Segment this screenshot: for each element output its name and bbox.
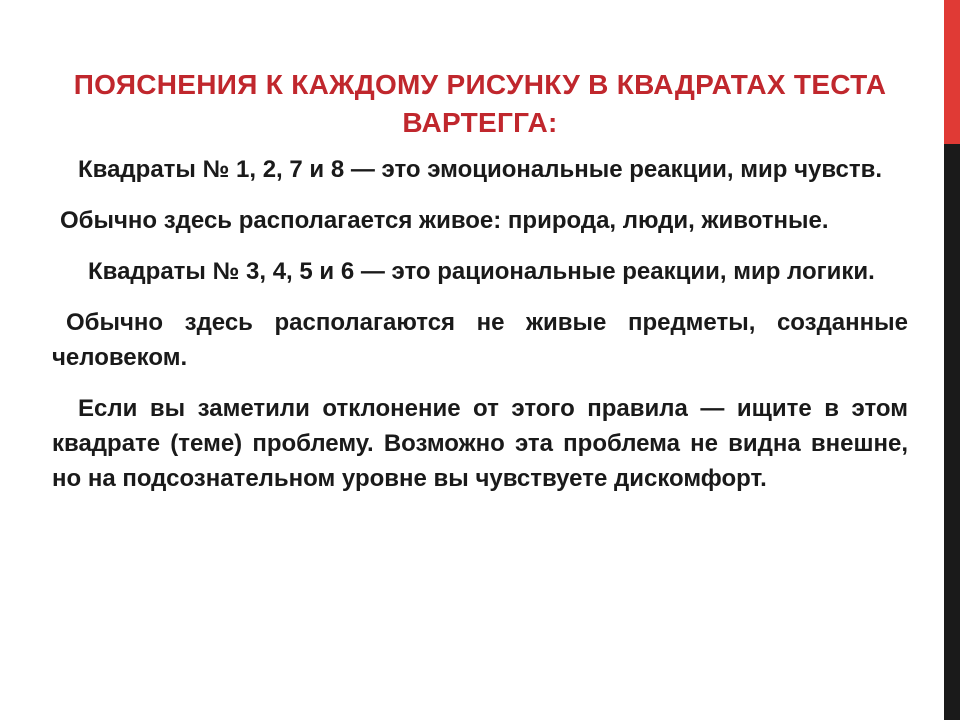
side-bar-accent — [944, 0, 960, 144]
slide-body — [52, 152, 908, 496]
paragraph-man-made-objects: Обычно здесь располагаются не живые предметы, созданные человеком. — [52, 309, 908, 371]
slide-title: ПОЯСНЕНИЯ К КАЖДОМУ РИСУНКУ В КВАДРАТАХ ТЕСТА ВАРТЕГГА: — [73, 69, 887, 138]
side-bar-decoration — [944, 0, 960, 720]
paragraph-living-things: Обычно здесь располагается живое: природа, люди, животные. — [60, 207, 829, 234]
paragraph-deviation-note: Если вы заметили отклонение от этого правила — ищите в этом квадрате (теме) проблему. Возможно эта проблема не видна внешне, но на подсознательном уровне вы чувствуете дискомфорт. — [52, 395, 908, 492]
paragraph-emotional-squares: Квадраты № 1, 2, 7 и 8 — это эмоциональные реакции, мир чувств. — [78, 156, 883, 183]
paragraph-rational-squares: Квадраты № 3, 4, 5 и 6 — это рациональные реакции, мир логики. — [88, 258, 875, 285]
